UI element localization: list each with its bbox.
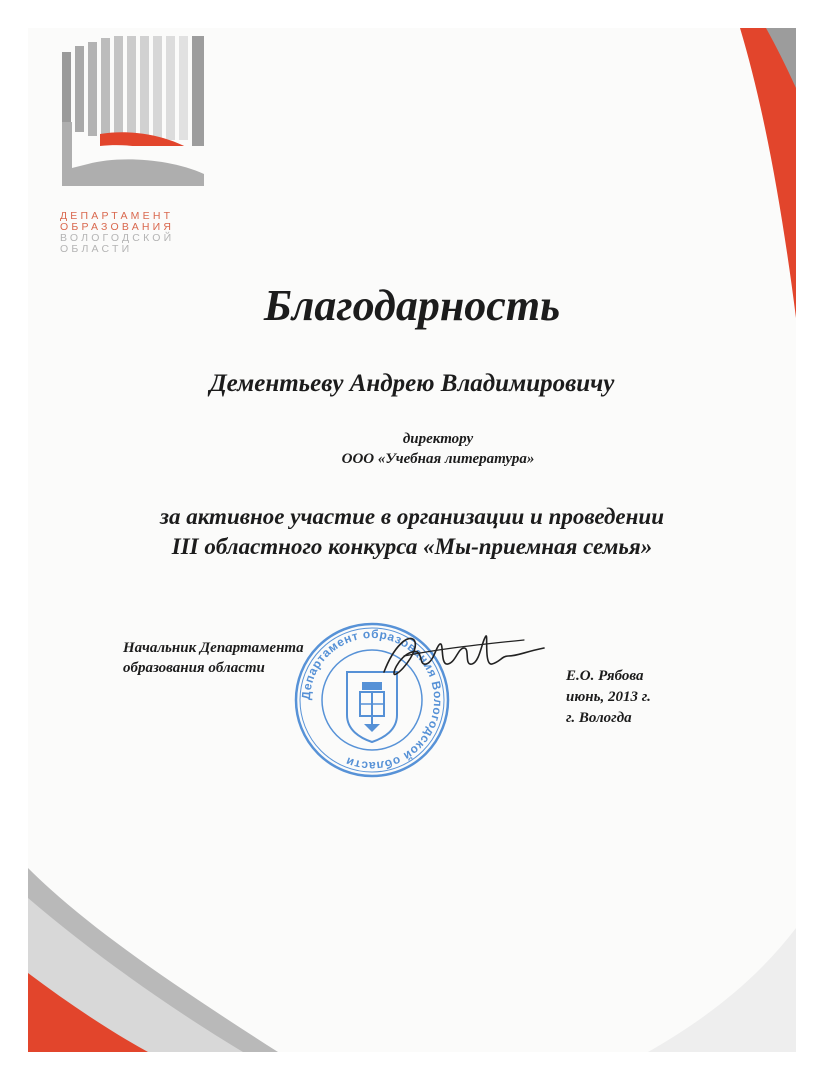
bottom-right-shadow [648, 928, 796, 1052]
logo-line-4: ОБЛАСТИ [60, 243, 133, 255]
logo-line-1: ДЕПАРТАМЕНТ [60, 210, 174, 222]
position-line-2: ООО «Учебная литература» [341, 451, 535, 467]
certificate-title: Благодарность [263, 281, 561, 330]
signature-details [566, 666, 651, 729]
logo-line-3: ВОЛОГОДСКОЙ [60, 232, 175, 244]
top-right-red-arc [740, 28, 796, 318]
signer-name: Е.О. Рябова [566, 668, 644, 684]
seal-ring-text: Департамент образования Вологодской области [298, 626, 446, 774]
issue-date: июнь, 2013 г. [566, 689, 651, 705]
recipient-name: Дементьеву Андрею Владимировичу [209, 370, 615, 397]
reason-line-1: за активное участие в организации и проведении [159, 504, 664, 529]
logo-line-2: ОБРАЗОВАНИЯ [60, 221, 175, 233]
position-line-1: директору [402, 431, 474, 447]
logo-caption [60, 211, 240, 255]
signer-role-line-2: образования области [123, 660, 265, 676]
handwritten-signature [374, 626, 554, 686]
certificate-sheet [28, 28, 796, 1052]
award-reason [28, 502, 796, 562]
signer-role [123, 638, 304, 678]
recipient-position [288, 429, 588, 469]
reason-line-2: III областного конкурса «Мы-приемная семья» [171, 534, 653, 559]
issue-city: г. Вологда [566, 710, 632, 726]
department-logo [62, 36, 204, 186]
signer-role-line-1: Начальник Департамента [123, 640, 304, 656]
